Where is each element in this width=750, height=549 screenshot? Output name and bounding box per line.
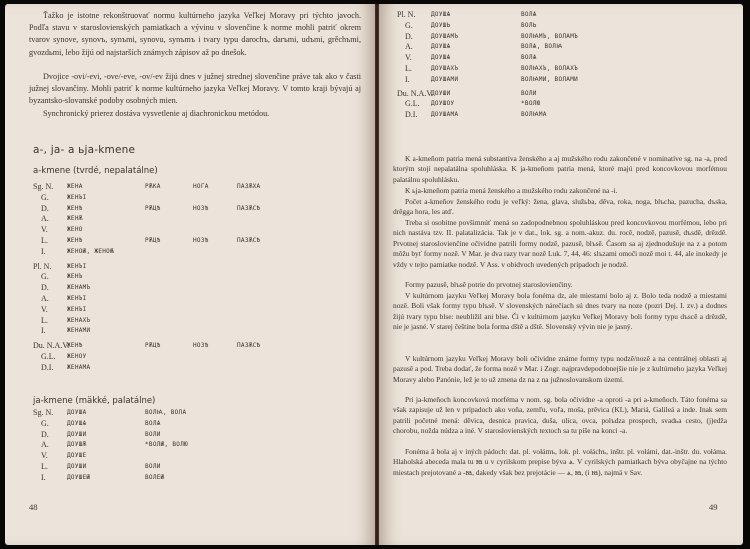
case-label: Du. N.A.V. (33, 341, 70, 351)
form-cell: ДОУШОУ (431, 100, 455, 108)
form-cell: НОЗѢ (193, 204, 209, 212)
paragraph: Formy pazusě, blъsě potrie do prvotnej staroslovienčiny. (405, 280, 573, 289)
case-label: G. (41, 192, 49, 202)
paragraph: V kultúrnom jazyku Veľkej Moravy boli očividne známe formy typu nodzě/nozě a na centrálnej oblasti aj pazusě a pod. Treba dodať, že forma nozě v Mar. i Zogr. najpravdepodobnejšie nie je z kultúrneho jazyka Veľkej Moravy alebo Panónie, lež je to už zmena dz na z na južnoslovanskom území. (393, 354, 727, 384)
form-cell: ПАЗѪХА (237, 183, 261, 190)
paragraph: K ьja-kmeňom patria mená ženského a mužského rodu zakončené na -i. (405, 186, 618, 195)
subsection-heading: ja-kmene (mäkké, palatálne) (33, 396, 156, 406)
form-cell: ЖЕНЪІ (67, 193, 87, 201)
form-cell: НОГА (193, 183, 209, 190)
case-label: Sg. N. (33, 182, 54, 191)
paragraph: Ťažko je istotne rekonštruovať normu kultúrneho jazyka Veľkej Moravy pri týchto javoch. Podľa stavu v staroslovienských pamiatkach a vývinu v slovenčine k norme mohli patriť okrem tvarov synove, synovъ, synъmi, synovu, synъmъ i tvary typu darochъ, darъmi, udъmi, grěchъmi, gvozdьmi, lebo žijú od najstarších známych zápisov až po dnešok. (29, 11, 361, 57)
form-cell: РѪКА (145, 183, 161, 190)
form-cell: ДОУШѦ (67, 419, 87, 427)
form-cell: ДОУШЕѬ (67, 473, 91, 481)
case-label: A. (405, 42, 413, 52)
form-cell: НОЗѢ (193, 342, 209, 350)
right-page (379, 4, 743, 545)
form-cell: ЖЕНЪІ (67, 305, 87, 313)
form-cell: ЖЕНО (67, 226, 83, 234)
form-cell: ВОЛꙖМИ, ВОЛАМИ (521, 75, 579, 83)
case-label: D. (41, 429, 49, 439)
case-label: D. (41, 283, 49, 293)
case-label: G.L. (405, 99, 420, 109)
form-cell: *ВОЛЮ (521, 100, 541, 108)
case-label: A. (41, 294, 49, 303)
form-cell: ДОУШАМИ (431, 75, 459, 83)
form-cell: ВОЛꙖ, ВОЛА (145, 409, 187, 416)
paragraph: Synchronický prierez dostáva vysvetlenie aj diachronickou metódou. (43, 109, 270, 118)
form-cell: ВОЛѦ (521, 54, 537, 62)
paragraph: Pri ja-kmeňoch koncovková morféma v nom. sg. bola očividne -a oproti -a pri a-kmeňoch. Táto fonéma sa však zapisuje už len v prípadoch ako voňa, zemľu, voľa, moša, prěvica (KL), Mariá, Galileá a inde. Inak sem patrili početné mená: děvica, desnica pravica, duša, ulica, ovca, polъdza prospech, svadьa cesto, (j)edža chorobu, nožda núdza a iné. V staroslovienských textoch sa tu píše na konci -a. (393, 395, 727, 436)
case-label: D. (405, 31, 413, 41)
case-label: I. (41, 326, 46, 336)
form-cell: ДОУШЬ (431, 21, 451, 29)
form-cell: ДОУШѦ (431, 54, 451, 62)
case-label: V. (405, 53, 412, 63)
paragraph: Počet a-kmeňov ženského rodu je veľký: žena, glava, služьba, děva, roka, noga, blъcha, pazucha, dъska, drěgga hora, les atď. (393, 197, 727, 217)
form-cell: ПАЗѪСѢ (237, 237, 261, 244)
form-cell: ЖЕНЪІ (67, 262, 87, 270)
paragraph: Fonéma ǎ bola aj v iných pádoch: dat. pl. vołámъ, lok. pl. vołáchъ, inštr. pl. vołámi, dat.-inštr. du. vołáma. Hlaholská abeceda mala tu ꙗ u v cyrilskom prepise býva ѧ. V cyrilských pamiatkach býva obyčajne na týchto miestach prejotované a -ꙗ, dakedy však bez prejotácie — ѧ, ꙗ, (i ꙗ), najmä v Sav. (393, 447, 727, 477)
form-cell: ДОУШИ (431, 89, 451, 97)
form-cell: ДОУШИ (67, 430, 87, 438)
case-label: Pl. N. (397, 10, 416, 19)
form-cell: ЖЕНЪ (67, 273, 83, 281)
form-cell: ДОУШАМЪ (431, 32, 459, 40)
paragraph: V kultúrnom jazyku Veľkej Moravy bola fonéma dz, ale miestami bolo aj z. Bolo teda nodzě a miestami nozě. Boli však formy typu blъsě. V slovenských nárečiach sú dnes tvary na noze (pozri Dej. I. zv.) a dodnes žijú tvary typu blse: neubližil ani blse. Či v kultúrnom jazyku Veľkej Moravy boli formy typu dъscě a drězdě, nie je jasné. V starej češtine bola forma dště a dště. Slovenský vývin nie je jasný. (393, 291, 727, 332)
case-label: G. (405, 20, 413, 30)
form-cell: ПАЗѪСѢ (237, 342, 261, 350)
case-label: D. (41, 203, 49, 213)
case-label: V. (41, 304, 48, 314)
form-cell: ВОЛѦ (145, 419, 161, 427)
form-cell: ВОЛꙖХЪ, ВОЛАХЪ (521, 65, 579, 72)
case-label: A. (41, 440, 49, 450)
case-label: L. (41, 236, 48, 245)
form-cell: ЖЕНАХЪ (67, 316, 91, 324)
case-label: Pl. N. (33, 261, 52, 271)
form-cell: ЖЕНАМА (67, 363, 91, 371)
case-label: V. (41, 225, 48, 235)
paragraph: K a-kmeňom patria mená substantíva ženského a aj mužského rodu zakončené v nominatíve sg. na -a, pred ktorým stojí nepalatálna spoluhláska. K ja-kmeňom patria mená, ktoré majú pred koncovkovou morfémou palatálnu spoluhlásku. (393, 154, 727, 184)
case-label: V. (41, 451, 48, 461)
form-cell: РѪЦѢ (145, 237, 161, 244)
case-label: L. (41, 462, 48, 471)
form-cell: ПАЗѪСѢ (237, 204, 261, 212)
form-cell: ЖЕНЪІ (67, 295, 87, 302)
case-label: I. (41, 246, 46, 256)
form-cell: ВОЛЬ (521, 21, 537, 29)
form-cell: ДОУШѦ (431, 11, 451, 18)
case-label: Sg. N. (33, 408, 54, 417)
form-cell: НОЗѢ (193, 237, 209, 244)
case-label: D.I. (405, 110, 418, 120)
case-label: G. (41, 272, 49, 282)
form-cell: *ВОЛѬ, ВОЛЮ (145, 441, 189, 449)
form-cell: ДОУШИ (67, 463, 87, 470)
form-cell: ВОЛИ (145, 463, 161, 470)
form-cell: ВОЛꙖМА (521, 111, 547, 119)
paragraph: Dvojice -ovi/-evi, -ove/-eve, -ov/-ev žijú dnes v južnej strednej slovenčine práve tak ako v časti južnej slovančiny. Mohli patriť k norme kultúrneho jazyka Veľkej Moravy. V tomto kraji bývajú aj byzantsko-slovanské podoby osobných mien. (29, 72, 361, 106)
form-cell: ВОЛЕѬ (145, 473, 165, 481)
form-cell: ВОЛИ (145, 430, 161, 438)
case-label: L. (405, 64, 412, 73)
case-label: Du. N.A.V. (397, 88, 434, 98)
page-number: 48 (29, 502, 38, 512)
form-cell: ВОЛѦ, ВОЛꙖ (521, 43, 563, 51)
form-cell: РѪЦѢ (145, 342, 161, 350)
page-number: 49 (709, 502, 718, 512)
form-cell: ВОЛѦ (521, 11, 537, 18)
paragraph: Treba si osobitne povšimnúť mená so zadopodnebnou spoluhláskou pred koncovkovou morfémou, lebo pri nich nastáva tzv. II. palatalizácia. Tak je v dat., lok. sg. a nom.-akuz. du. rocě, nodzě, pazusě, dъsdě, drězdě. Prvotnej staroslovienčine očividne patrili formy nodzě, pazusě, blъsě. Časom sa aj zjednodušuje na z a potom môžu byť formy nozě. V Mar. je dva razy tvar nozě Luk. 7, 44, 46: slъzami omoči nozě moi t. 44, ale inokedy je vždy v tejto pamiatke nodzě. V Ass. v obidvoch uvedených prípadoch je nodzě. (393, 218, 727, 269)
case-label: G. (41, 418, 49, 428)
form-cell: ВОЛИ (521, 89, 537, 97)
form-cell: ДОУШѦ (431, 43, 451, 51)
section-heading: a-, ja- a ьja-kmene (33, 144, 136, 156)
form-cell: ЖЕНАМЪ (67, 284, 91, 292)
form-cell: ЖЕНѢ (67, 204, 83, 212)
form-cell: ДОУШЕ (67, 452, 87, 460)
form-cell: ВОЛꙖМЪ, ВОЛАМЪ (521, 32, 579, 40)
left-page (5, 4, 375, 545)
case-label: D.I. (41, 362, 54, 372)
case-label: G.L. (41, 352, 56, 361)
form-cell: РѪЦѢ (145, 204, 161, 212)
case-label: I. (405, 74, 410, 84)
form-cell: ЖЕНѢ (67, 342, 83, 350)
form-cell: ДОУШАХЪ (431, 65, 459, 72)
form-cell: ДОУША (67, 409, 87, 416)
form-cell: ЖЕНѢ (67, 237, 83, 244)
form-cell: ДОУШАМА (431, 111, 459, 119)
subsection-heading: a-kmene (tvrdé, nepalatálne) (33, 166, 158, 176)
form-cell: ДОУШѪ (67, 441, 87, 449)
form-cell: ЖЕНОѬ, ЖЕНОѬ (67, 247, 114, 255)
case-label: A. (41, 214, 49, 224)
form-cell: ЖЕНОУ (67, 353, 87, 360)
case-label: I. (41, 472, 46, 482)
form-cell: ЖЕНА (67, 183, 83, 190)
form-cell: ЖЕНАМИ (67, 327, 91, 335)
form-cell: ЖЕНѪ (67, 215, 83, 223)
case-label: L. (41, 315, 48, 325)
